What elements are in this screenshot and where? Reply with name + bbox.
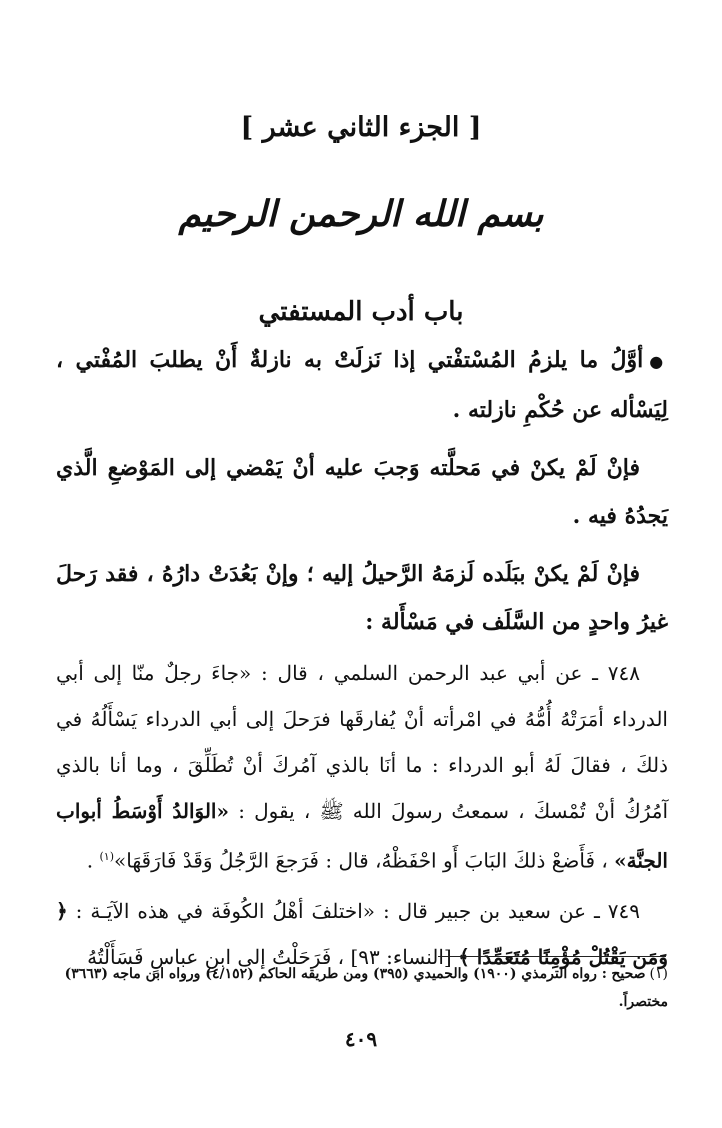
footnote-divider (438, 956, 666, 957)
paragraph-text: فإنْ لَمْ يكنْ ببَلَده لَزمَهُ الرَّحيلُ إليه ؛ وإنْ بَعُدَتْ دارُهُ ، فقد رَحلَ غيرُ واحدٍ من السَّلَف في مَسْأَلة : (56, 561, 668, 635)
hadith-text: ٧٤٩ ـ عن سعيد بن جبير قال : «اختلفَ أهْلُ الكُوفَة في هذه الآيَـة : (75, 898, 640, 923)
paragraph-text: أوَّلُ ما يلزمُ المُسْتفْتي إذا نَزلَتْ به نازلةٌ أَنْ يطلبَ المُفْتي ، لِيَسْأله عن حُكْمِ نازلته . (56, 347, 668, 423)
footnote-number: (١) (649, 966, 668, 982)
basmala-calligraphy: بسم الله الرحمن الرحيم (178, 194, 544, 235)
bullet-icon: ● (649, 352, 669, 371)
quran-verse: ﴿ وَمَن يَقْتُلْ مُؤْمِنًا مُتَعَمِّدًا ﴾ (56, 898, 668, 969)
paragraph-travel (56, 550, 668, 646)
part-heading: [ الجزء الثاني عشر ] (240, 112, 482, 143)
hadith-quote: «الوَالدُ أَوْسَطُ أبواب الجنَّة» (56, 799, 668, 873)
hadith-748 (56, 650, 668, 884)
footnote-reference: (١) (99, 850, 114, 863)
page-number: ٤٠٩ (344, 1027, 378, 1051)
chapter-title: باب أدب المستفتي (258, 297, 464, 327)
hadith-text: ٧٤٨ ـ عن أبي عبد الرحمن السلمي ، قال : «جاءَ رجلٌ منّا إلى أبي الدرداء أمَرَتْهُ أُمُّهُ في امْرأته أنْ يُفارقَها فرَحلَ إلى أبي الدرداء يَسْأَلُهُ في ذلكَ ، فقالَ لَهُ أبو الدرداء : ما أنَا بالذي آمُركَ أنْ تُطَلِّقَ ، وما أنا بالذي آمُرُكُ أنْ تُمْسكَ ، سمعتُ رسولَ الله ﷺ ، يقول : (56, 661, 669, 823)
paragraph-text: فإنْ لَمْ يكنْ في مَحلَّته وَجبَ عليه أنْ يَمْضي إلى المَوْضعِ الَّذي يَجدُهُ فيه . (56, 455, 668, 529)
footnote (56, 960, 668, 1016)
paragraph-locality (56, 444, 668, 540)
paragraph-intro (56, 336, 668, 434)
hadith-text-continued: ، فَأَضعْ ذلكَ البَابَ أَو احْفَظْهُ، قال : فَرَجعَ الرَّجُلُ وَقَدْ فَارَقَهَا» (113, 848, 608, 873)
hadith-text-continued: [النساء: ٩٣] ، فَرَحَلْتُ إلى ابنِ عباسٍ فَسَأَلْتُهُ (87, 944, 452, 969)
hadith-end: . (86, 848, 100, 873)
footnote-text: : رواه الترمذي (١٩٠٠) والحميدي (٣٩٥) ومن طريقه الحاكم (٤/١٥٢) ورواه ابن ماجه (٣٦٦٣) مختصراً. (64, 966, 668, 1010)
footnote-grade: صحيح (611, 966, 646, 982)
body-text (56, 336, 668, 980)
